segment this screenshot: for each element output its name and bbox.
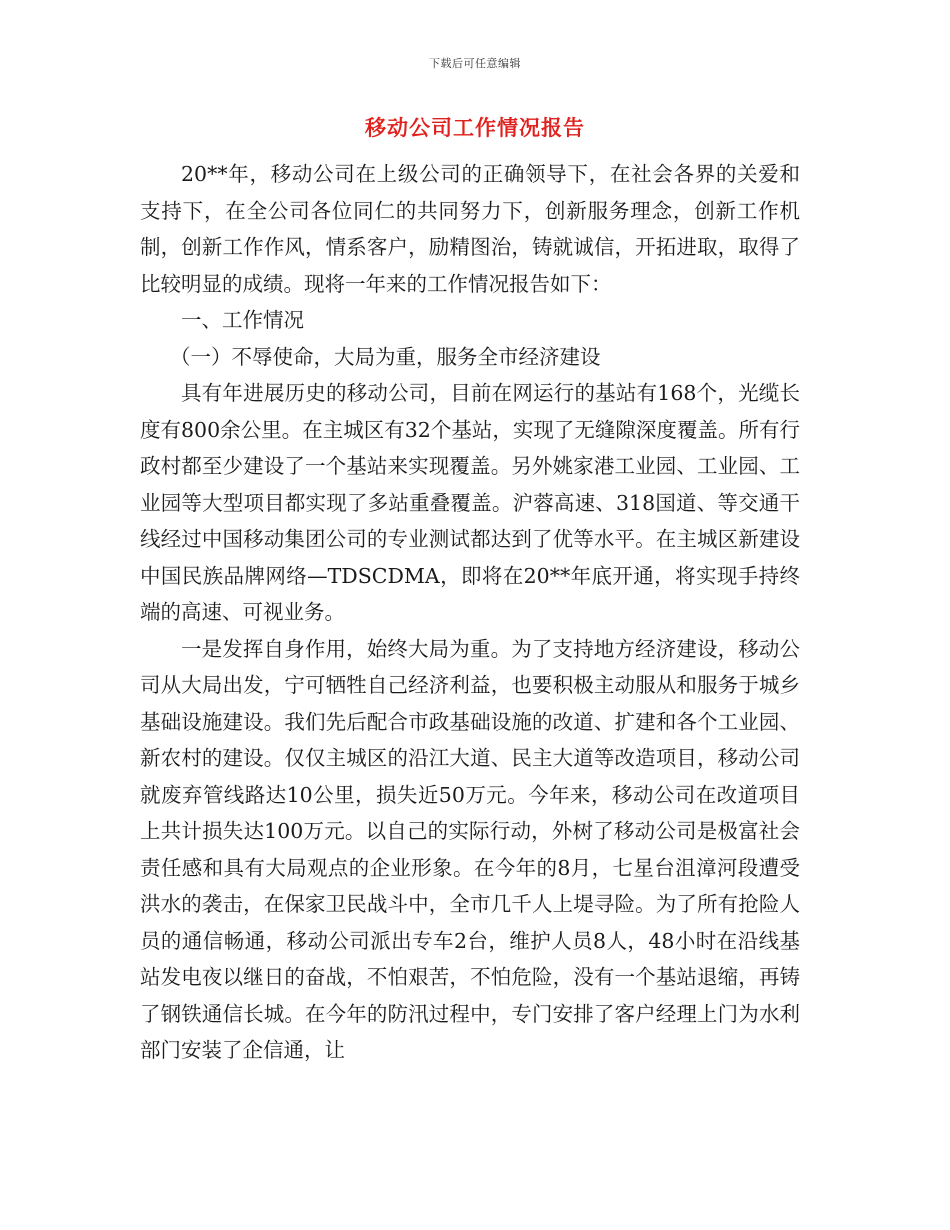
subsection-heading: （一）不辱使命，大局为重，服务全市经济建设 xyxy=(170,344,601,369)
section-heading: 一、工作情况 xyxy=(181,308,304,332)
document-body xyxy=(140,156,800,1069)
body-paragraph-2: 一是发挥自身作用，始终大局为重。为了支持地方经济建设，移动公司从大局出发，宁可牺牲自己经济利益，也要积极主动服从和服务于城乡基础设施建设。我们先后配合市政基础设施的改道、扩建和各个工业园、新农村的建设。仅仅主城区的沿江大道、民主大道等改造项目，移动公司就废弃管线路达10公里，损失近50万元。今年来，移动公司在改道项目上共计损失达100万元。以自己的实际行动，外树了移动公司是极富社会责任感和具有大局观点的企业形象。在今年的8月，七星台沮漳河段遭受洪水的袭击，在保家卫民战斗中，全市几千人上堤寻险。为了所有抢险人员的通信畅通，移动公司派出专车2台，维护人员8人，48小时在沿线基站发电夜以继日的奋战，不怕艰苦，不怕危险，没有一个基站退缩，再铸了钢铁通信长城。在今年的防汛过程中，专门安排了客户经理上门为水利部门安装了企信通，让 xyxy=(140,636,800,1062)
document-title: 移动公司工作情况报告 xyxy=(365,115,585,140)
header-note: 下载后可任意编辑 xyxy=(429,57,521,70)
body-paragraph-1: 具有年进展历史的移动公司，目前在网运行的基站有168个，光缆长度有800余公里。在主城区有32个基站，实现了无缝隙深度覆盖。所有行政村都至少建设了一个基站来实现覆盖。另外姚家港工业园、工业园、工业园等大型项目都实现了多站重叠覆盖。沪蓉高速、318国道、等交通干线经过中国移动集团公司的专业测试都达到了优等水平。在主城区新建设中国民族品牌网络—TDSCDMA，即将在20**年底开通，将实现手持终端的高速、可视业务。 xyxy=(140,381,800,624)
intro-paragraph: 20**年，移动公司在上级公司的正确领导下，在社会各界的关爱和支持下，在全公司各位同仁的共同努力下，创新服务理念，创新工作机制，创新工作作风，情系客户，励精图治，铸就诚信，开拓进取，取得了比较明显的成绩。现将一年来的工作情况报告如下： xyxy=(140,162,800,296)
